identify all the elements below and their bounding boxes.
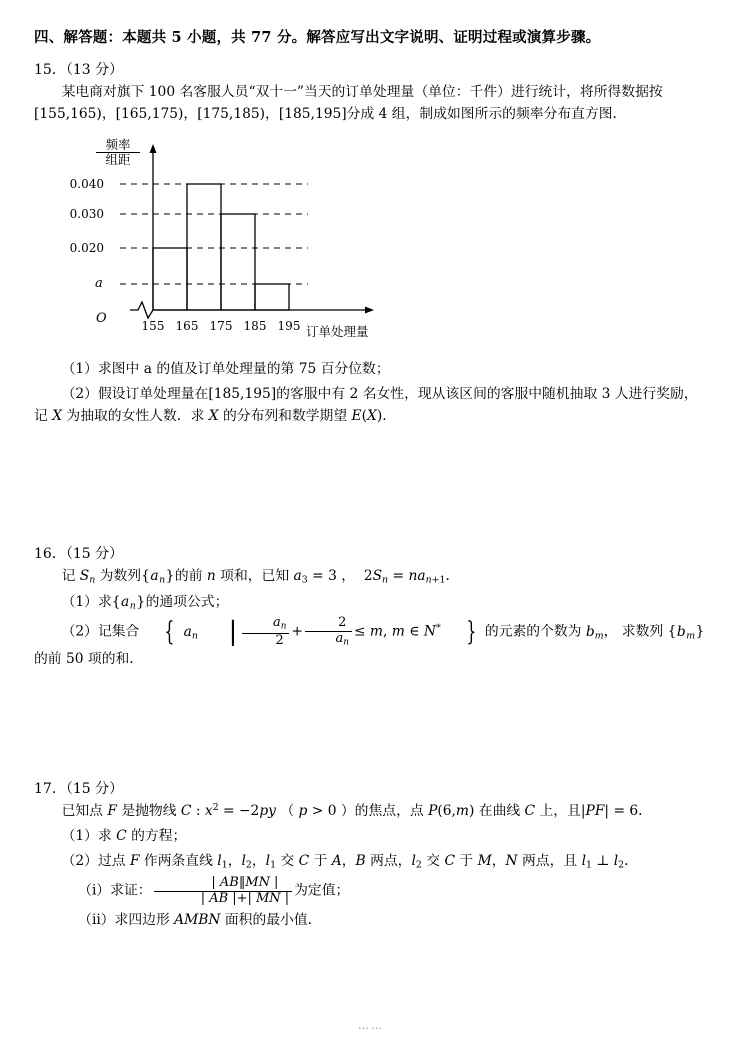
question-15-part-2: （2）假设订单处理量在[185,195]的客服中有 2 名女性，现从该区间的客服中随机抽取 3 人进行奖励，记 X 为抽取的女性人数．求 X 的分布列和数学期望 E(X). xyxy=(34,386,698,425)
origin-label: O xyxy=(96,310,107,326)
page-footer: …… xyxy=(358,1019,384,1032)
x-tick-175: 175 xyxy=(209,318,233,333)
question-16-part-2: （2）记集合 { $a_n$ | $\frac{a_n}{2}$ + $\frac{2}{a_n}$ ≤ m, m ∈ N* } 的元素的个数为 $b_m$， 求数列 $\{b_m\}$ 的前 50 项的和． xyxy=(34,615,705,668)
y-axis-label xyxy=(96,138,140,169)
y-tick-0030: 0.030 xyxy=(69,206,104,221)
y-axis-label-num: 频率 xyxy=(105,136,131,152)
question-16-part-1: （1）求$\{a_n\}$的通项公式； xyxy=(61,593,229,612)
y-axis-label-den: 组距 xyxy=(96,152,140,168)
question-15-number: 15．（13 分） xyxy=(34,62,124,78)
question-15-stem: 某电商对旗下 100 名客服人员“双十一”当天的订单处理量（单位：千件）进行统计，将所得数据按[155,165)，[165,175)，[175,185)，[185,195]分成 4 组，制成如图所示的频率分布直方图． xyxy=(34,84,663,123)
y-tick-0020: 0.020 xyxy=(69,240,104,255)
question-17-part-2ii: （ii）求四边形 AMBN 面积的最小值． xyxy=(78,912,322,929)
y-tick-a: a xyxy=(95,275,103,291)
x-tick-195: 195 xyxy=(277,318,301,333)
question-17-part-2: （2）过点 F 作两条直线 $l_1$，$l_2$，$l_1$ 交 C 于 A，B 两点，$l_2$ 交 C 于 M，N 两点，且 $l_1$ ⊥ $l_2$． xyxy=(61,853,638,872)
question-17-part-1: （1）求 C 的方程； xyxy=(61,828,187,845)
question-17-number: 17．（15 分） xyxy=(34,780,124,797)
question-16-stem: 记 $S_n$ 为数列$\{a_n\}$的前 n 项和，已知 $a_3 = 3$ ， $2S_n = na_{n+1}$. xyxy=(61,567,450,586)
question-16-number: 16．（15 分） xyxy=(34,545,124,562)
x-tick-165: 165 xyxy=(175,318,199,333)
frequency-histogram xyxy=(34,136,708,354)
x-axis-label: 订单处理量 xyxy=(306,323,369,339)
x-tick-155: 155 xyxy=(141,318,165,333)
section-title: 四、解答题：本题共 5 小题，共 77 分。解答应写出文字说明、证明过程或演算步骤。 xyxy=(34,29,601,46)
y-tick-0040: 0.040 xyxy=(69,176,104,191)
question-15-part-1: （1）求图中 a 的值及订单处理量的第 75 百分位数； xyxy=(61,360,390,377)
question-17-stem: 已知点 F 是抛物线 C : $x^2 = -2py$ （ p > 0 ）的焦点，点 P(6,m) 在曲线 C 上，且|PF| = 6． xyxy=(61,801,652,819)
question-17-part-2i: （i）求证： $\frac{| AB‖MN |}{| AB |+| MN |}$ 为定值； xyxy=(78,875,350,906)
x-tick-185: 185 xyxy=(243,318,267,333)
